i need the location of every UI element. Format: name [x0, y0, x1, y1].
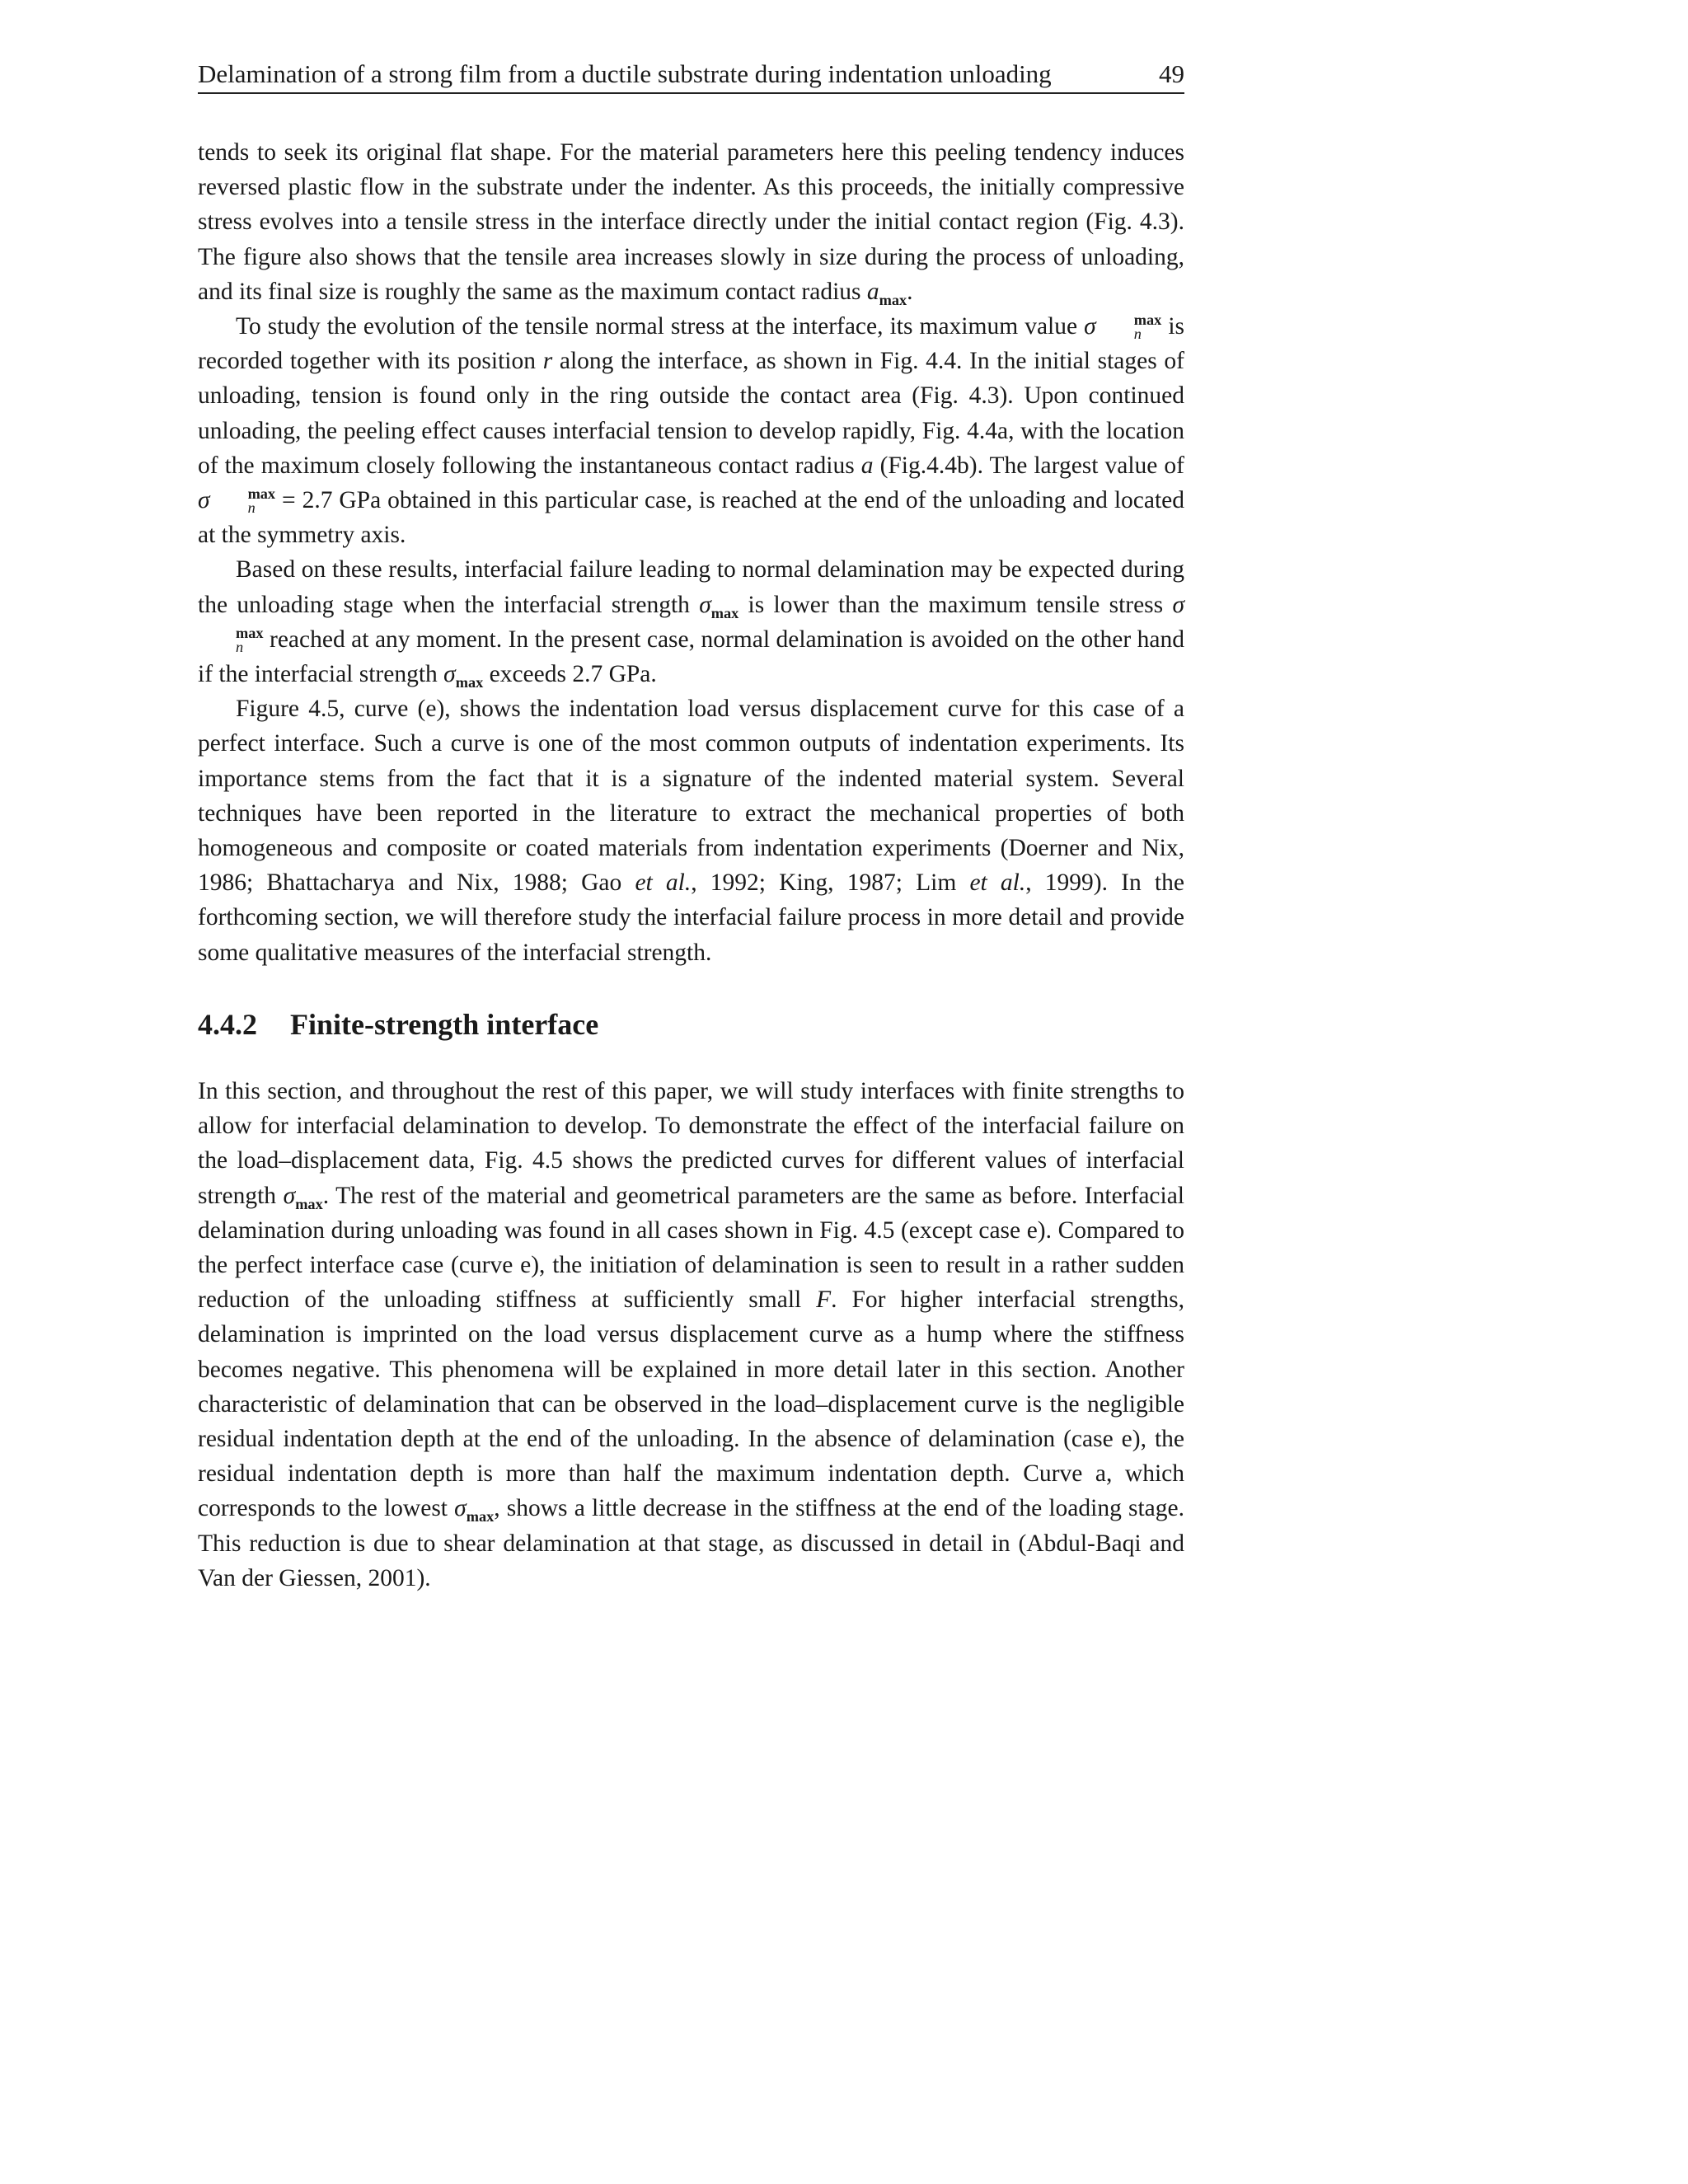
- et-al-italic: et al.: [635, 869, 692, 897]
- paragraph-4: Figure 4.5, curve (e), shows the indentation load versus displacement curve for this case of a perfect interface. Such a curve is one of the most common outputs of indentation experiments. Its importance stems from the fact that it is a signature of the indented material system. Several techniques have been reported in the literature to extract the mechanical properties of both homogeneous and composite or coated materials from indentation experiments (Doerner and Nix, 1986; Bhattacharya and Nix, 1988; Gao et al., 1992; King, 1987; Lim et al., 1999). In the forthcoming section, we will therefore study the interfacial failure process in more detail and provide some qualitative measures of the interfacial strength.: [198, 696, 1184, 966]
- paragraph-1: tends to seek its original flat shape. For the material parameters here this peeling tendency induces reversed plastic flow in the substrate under the indenter. As this proceeds, the initially compressive stress evolves into a tensile stress in the interface directly under the initial contact region (Fig. 4.3). The figure also shows that the tensile area increases slowly in size during the process of unloading, and its final size is roughly the same as the maximum contact radius $a_{max}$.: [198, 139, 1184, 308]
- body-text-lower: [198, 1074, 1184, 1596]
- page-number: 49: [1159, 59, 1184, 88]
- paragraph-5: In this section, and throughout the rest of this paper, we will study interfaces with finite strengths to allow for interfacial delamination to develop. To demonstrate the effect of the interfacial failure on the load–displacement data, Fig. 4.5 shows the predicted curves for different values of interfacial strength $\sigma_{max}$. The rest of the material and geometrical parameters are the same as before. Interfacial delamination during unloading was found in all cases shown in Fig. 4.5 (except case e). Compared to the perfect interface case (curve e), the initiation of delamination is seen to result in a rather sudden reduction of the unloading stiffness at sufficiently small F. For higher interfacial strengths, delamination is imprinted on the load versus displacement curve as a hump where the stiffness becomes negative. This phenomena will be explained in more detail later in this section. Another characteristic of delamination that can be observed in the load–displacement curve is the negligible residual indentation depth at the end of the unloading. In the absence of delamination (case e), the residual indentation depth is more than half the maximum indentation depth. Curve a, which corresponds to the lowest $\sigma_{max}$, shows a little decrease in the stiffness at the end of the loading stage. This reduction is due to shear delamination at that stage, as discussed in detail in (Abdul-Baqi and Van der Giessen, 2001).: [198, 1078, 1185, 1591]
- sigma-max-symbol: $\sigma_{max}$: [283, 1182, 323, 1212]
- contact-radius-symbol: $a_{max}$: [866, 278, 907, 308]
- body-text-upper: [198, 135, 1184, 970]
- et-al-italic: et al.: [969, 869, 1026, 897]
- position-r-symbol: r: [542, 348, 553, 375]
- section-number: 4.4.2: [198, 1008, 257, 1041]
- sigma-max-symbol: $\sigma_{max}$: [443, 661, 484, 691]
- paragraph-2: To study the evolution of the tensile normal stress at the interface, its maximum value σ max n is recorded together with its position r along the interface, as shown in Fig. 4.4. In the initial stages of unloading, tension is found only in the ring outside the contact area (Fig. 4.3). Upon continued unloading, the peeling effect causes interfacial tension to develop rapidly, Fig. 4.4a, with the location of the maximum closely following the instantaneous contact radius a (Fig.4.4b). The largest value of σ max n = 2.7 GPa obtained in this particular case, is reached at the end of the unloading and located at the symmetry axis.: [198, 312, 1184, 549]
- sigma-n-max-symbol: σ max n: [1084, 312, 1162, 342]
- running-head: [198, 56, 1184, 94]
- sigma-max-symbol: $\sigma_{max}$: [699, 591, 739, 621]
- paragraph-1-text: tends to seek its original flat shape. For the material parameters here this peeling tendency induces reversed plastic flow in the substrate under the indenter. As this proceeds, the initially compressive stress evolves into a tensile stress in the interface directly under the initial contact region (Fig. 4.3). The figure also shows that the tensile area increases slowly in size during the process of unloading, and its final size is roughly the same as the maximum contact radius: [198, 139, 1184, 305]
- sigma-n-max-symbol: σ max n: [236, 591, 1184, 655]
- paragraph-3: Based on these results, interfacial failure leading to normal delamination may be expected during the unloading stage when the interfacial strength $\sigma_{max}$ is lower than the maximum tensile stress σ max n reached at any moment. In the present case, normal delamination is avoided on the other hand if the interfacial strength $\sigma_{max}$ exceeds 2.7 GPa.: [198, 556, 1184, 691]
- load-F-symbol: F: [816, 1286, 832, 1314]
- contact-radius-a-symbol: a: [860, 452, 874, 479]
- sigma-max-symbol: $\sigma_{max}$: [454, 1495, 495, 1526]
- section-title: Finite-strength interface: [290, 1008, 599, 1041]
- section-heading: [198, 1005, 598, 1043]
- running-head-title: Delamination of a strong film from a ductile substrate during indentation unloading: [198, 59, 1052, 88]
- sigma-n-max-symbol: σ max n: [198, 485, 276, 516]
